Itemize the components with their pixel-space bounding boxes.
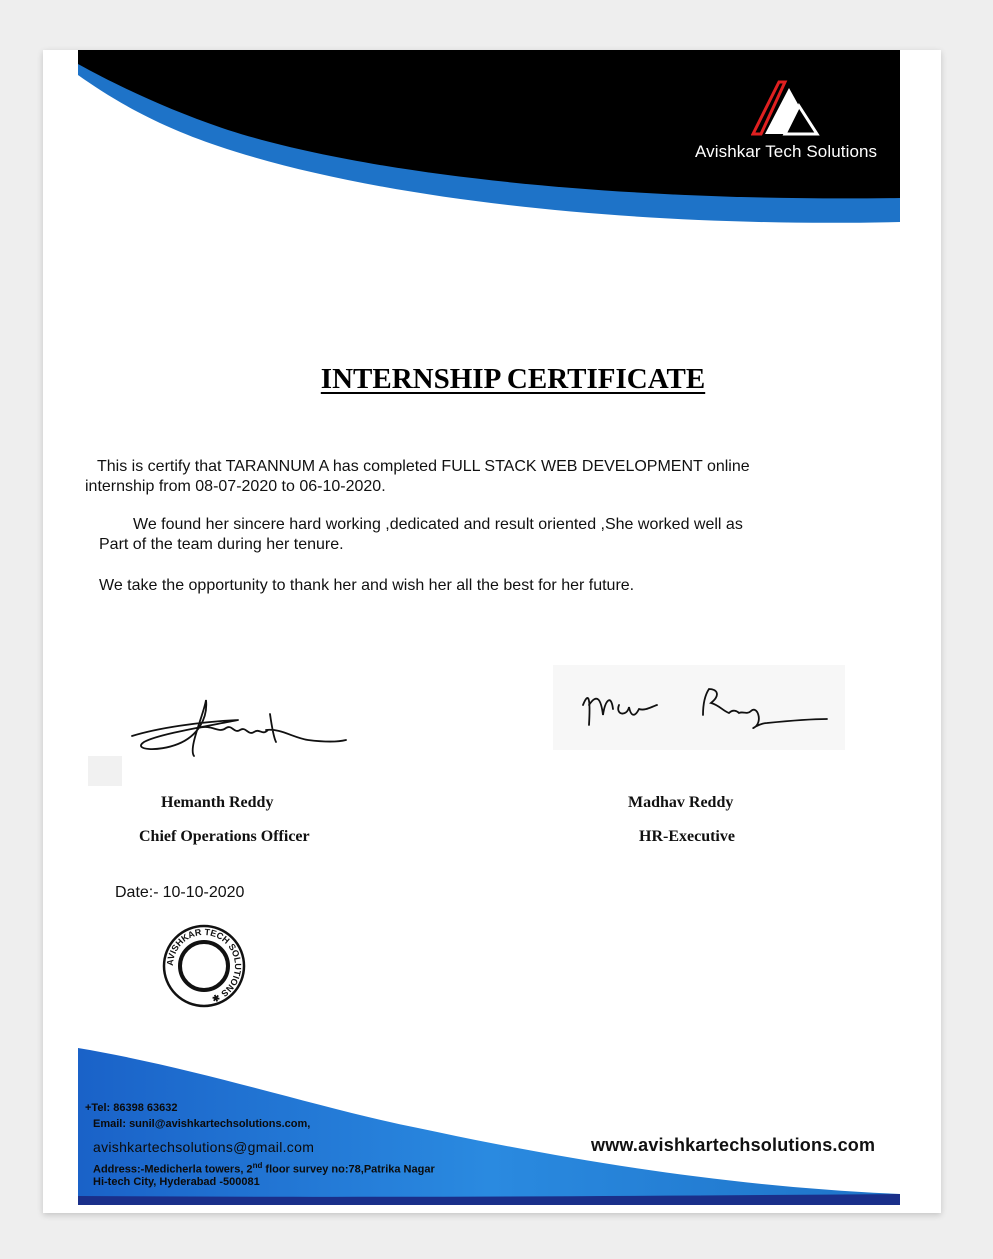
paragraph-completion [85, 457, 845, 497]
footer-website-link[interactable]: www.avishkartechsolutions.com [591, 1135, 876, 1155]
signature-hemanth-icon [88, 678, 348, 788]
company-seal-icon [161, 923, 247, 1009]
date-value: 10-10-2020 [162, 884, 245, 901]
header-banner [78, 50, 900, 225]
paragraph-line: We found her sincere hard working ,dedicated and result oriented ,She worked well as [133, 516, 743, 533]
signer-role-madhav: HR-Executive [639, 828, 735, 845]
footer-address-line2: Hi-tech City, Hyderabad -500081 [93, 1176, 260, 1188]
paragraph-line: This is certify that TARANNUM A has completed FULL STACK WEB DEVELOPMENT online [97, 458, 750, 475]
company-logo-icon [751, 78, 821, 136]
signer-name-hemanth: Hemanth Reddy [161, 794, 274, 811]
footer-address-line1: Address:-Medicherla towers, 2nd floor survey no:78,Patrika Nagar [93, 1161, 435, 1176]
footer-tel: +Tel: 86398 63632 [85, 1102, 178, 1114]
footer-gmail: avishkartechsolutions@gmail.com [93, 1139, 315, 1155]
certificate-title: INTERNSHIP CERTIFICATE [320, 363, 706, 395]
svg-text:AVISHKAR TECH SOLUTIONS ✱: AVISHKAR TECH SOLUTIONS ✱ [164, 926, 244, 1004]
footer-email: Email: sunil@avishkartechsolutions.com, [93, 1118, 311, 1130]
signer-role-hemanth: Chief Operations Officer [139, 828, 310, 845]
paragraph-line: internship from 08-07-2020 to 06-10-2020. [85, 478, 386, 495]
brand-name: Avishkar Tech Solutions [695, 142, 878, 161]
signature-madhav-icon [553, 665, 845, 750]
certificate-page [43, 50, 941, 1213]
paragraph-remarks [99, 515, 859, 555]
date-label: Date:- [115, 884, 159, 901]
paragraph-wishes: We take the opportunity to thank her and wish her all the best for her future. [99, 577, 635, 594]
signer-name-madhav: Madhav Reddy [628, 794, 734, 811]
issue-date [115, 884, 244, 902]
paragraph-line: Part of the team during her tenure. [99, 536, 344, 553]
